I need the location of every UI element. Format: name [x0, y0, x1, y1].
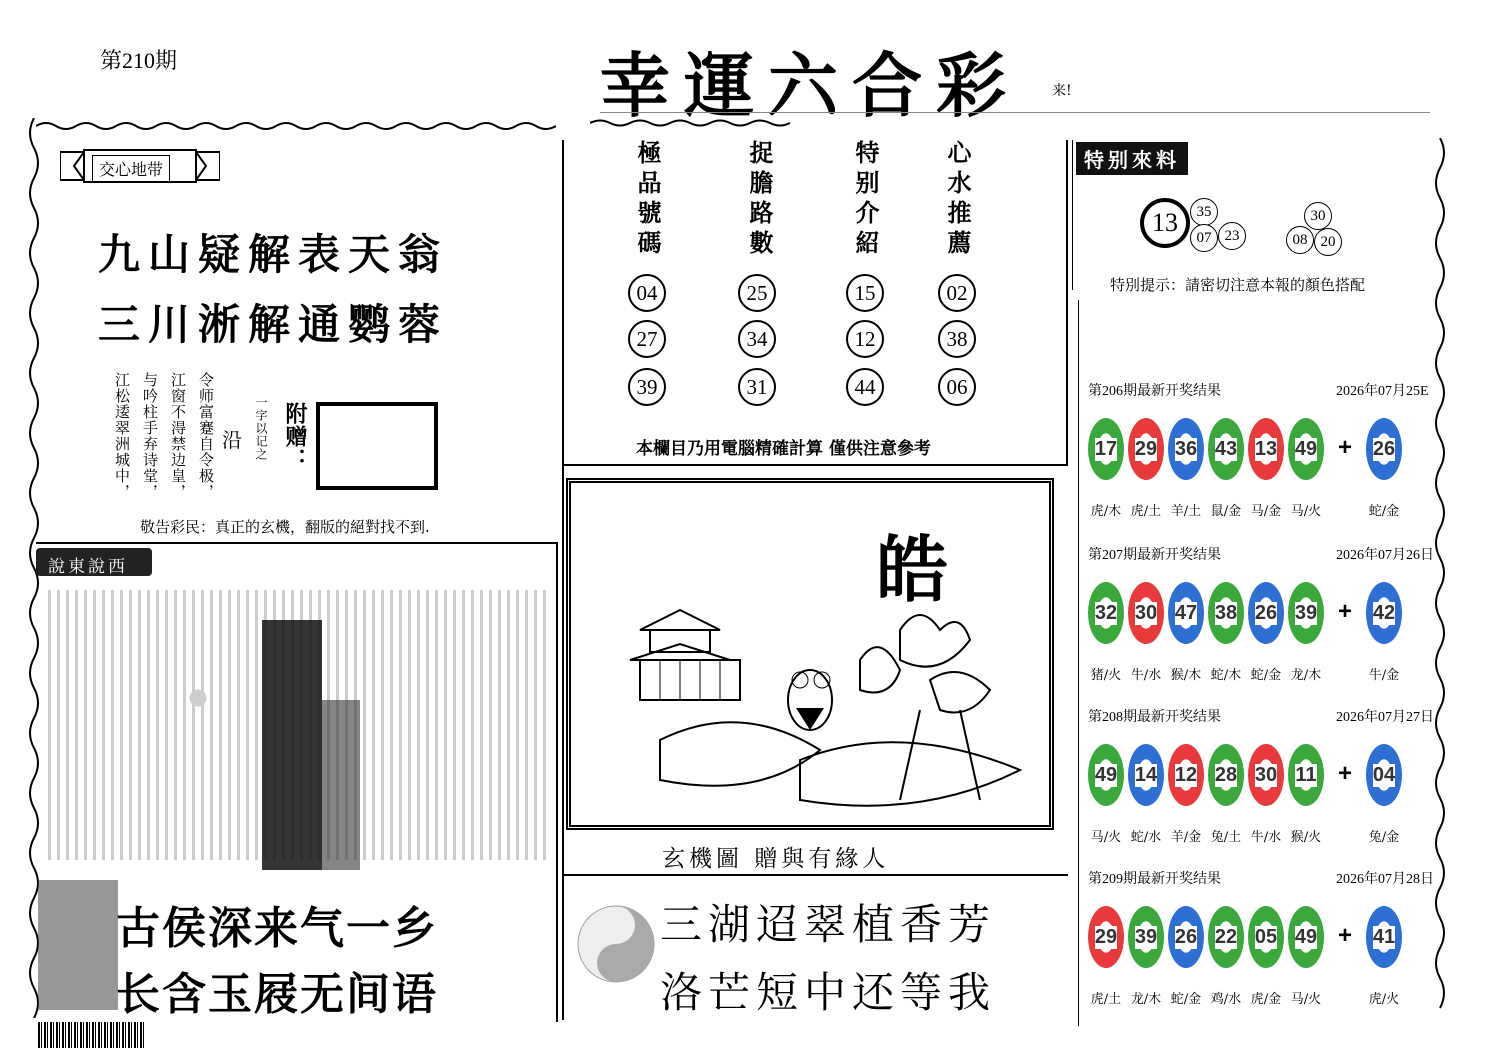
special-ball — [1366, 418, 1402, 480]
pick-number: 34 — [738, 320, 776, 358]
calculation-note: 本欄目乃用電腦精確計算 僅供注意參考 — [636, 439, 931, 459]
draw-date: 2026年07月27日 — [1336, 710, 1434, 725]
pick-number: 04 — [628, 274, 666, 312]
ball-number: 05 — [1254, 925, 1278, 948]
ball-number: 49 — [1094, 763, 1118, 786]
ball-number: 38 — [1214, 601, 1238, 624]
special-material-tag: 特别來料 — [1076, 142, 1188, 175]
draw-date: 2026年07月26日 — [1336, 548, 1434, 563]
result-ball — [1288, 906, 1324, 968]
zodiac-label: 龙/木 — [1290, 668, 1322, 683]
table-bottom-divider — [562, 464, 1068, 466]
ball-number: 42 — [1372, 601, 1396, 624]
ball-number: 26 — [1372, 437, 1396, 460]
riddle-line-2: 三川淅解通鹦蓉 — [98, 300, 449, 349]
pick-number: 02 — [938, 274, 976, 312]
ball-number: 26 — [1254, 601, 1278, 624]
special-number: 20 — [1314, 228, 1342, 256]
zodiac-label: 马/金 — [1250, 504, 1282, 519]
pick-number: 15 — [846, 274, 884, 312]
heart-zone-tag — [60, 148, 220, 184]
mid-right-divider — [1066, 140, 1068, 466]
warning-text: 敬告彩民：真正的玄機，翻版的絕對找不到. — [140, 518, 430, 536]
ball-number: 41 — [1372, 925, 1396, 948]
page-title: 幸運六合彩 — [600, 44, 1020, 127]
result-ball — [1128, 744, 1164, 806]
result-ball — [1288, 744, 1324, 806]
special-big-number: 13 — [1140, 198, 1190, 248]
ball-number: 39 — [1134, 925, 1158, 948]
zodiac-label: 鼠/金 — [1210, 504, 1242, 519]
talk-tag-bg — [36, 548, 152, 576]
picture-caption: 玄機圖 贈與有緣人 — [662, 846, 890, 872]
special-number: 35 — [1190, 198, 1218, 226]
plus-sign: + — [1338, 434, 1353, 461]
pick-number: 25 — [738, 274, 776, 312]
ball-number: 26 — [1174, 925, 1198, 948]
result-ball — [1288, 582, 1324, 644]
zodiac-label: 鸡/水 — [1210, 992, 1242, 1007]
ball-number: 47 — [1174, 601, 1198, 624]
special-zodiac-label: 兔/金 — [1368, 830, 1400, 845]
ball-number: 22 — [1214, 925, 1238, 948]
draw-date: 2026年07月25E — [1336, 384, 1429, 399]
picture-big-character: 皓 — [876, 527, 949, 612]
result-ball — [1088, 906, 1124, 968]
ball-number: 32 — [1094, 601, 1118, 624]
draw-title: 第207期最新开奖结果 — [1088, 548, 1221, 563]
title-rule — [600, 112, 1430, 113]
ball-number: 28 — [1214, 763, 1238, 786]
scanned-dark-patch — [38, 880, 118, 1010]
ball-number: 04 — [1372, 763, 1396, 786]
result-ball — [1168, 906, 1204, 968]
bottom-mid-poem-line-1: 三湖迢翠植香芳 — [660, 900, 997, 949]
ball-number: 30 — [1134, 601, 1158, 624]
result-ball — [1088, 582, 1124, 644]
col-head-3: 特别介紹 — [851, 140, 880, 260]
ball-number: 13 — [1254, 437, 1278, 460]
result-ball — [1208, 906, 1244, 968]
bottom-left-poem-line-2: 长含玉屐无间语 — [116, 969, 438, 1020]
result-ball — [1208, 418, 1244, 480]
barcode — [38, 1022, 146, 1048]
special-number: 23 — [1218, 222, 1246, 250]
gift-label: 附赠： — [282, 402, 308, 471]
ball-number: 43 — [1214, 437, 1238, 460]
ball-number: 29 — [1094, 925, 1118, 948]
pick-number: 12 — [846, 320, 884, 358]
verse-col-1: 令师富蹇自令极， — [197, 372, 215, 500]
zodiac-label: 牛/水 — [1250, 830, 1282, 845]
issue-number: 第210期 — [100, 48, 178, 73]
pagoda-lotus-illustration — [600, 600, 1040, 820]
result-ball — [1128, 582, 1164, 644]
mid-left-divider — [562, 140, 564, 1020]
special-ball — [1366, 744, 1402, 806]
result-ball — [1088, 418, 1124, 480]
ball-number: 17 — [1094, 437, 1118, 460]
result-ball — [1168, 744, 1204, 806]
special-number: 08 — [1286, 226, 1314, 254]
verse-col-3: 与吟柱手弃诗堂， — [141, 372, 159, 500]
riddle-line-1: 九山疑解表天翁 — [98, 230, 449, 279]
zodiac-label: 蛇/金 — [1170, 992, 1202, 1007]
zodiac-label: 马/火 — [1290, 504, 1322, 519]
zodiac-label: 马/火 — [1090, 830, 1122, 845]
special-number: 07 — [1190, 224, 1218, 252]
special-hint: 特別提示：請密切注意本報的顏色搭配 — [1110, 276, 1366, 294]
zodiac-label: 蛇/金 — [1250, 668, 1282, 683]
col-head-1: 極品號碼 — [633, 140, 662, 260]
draw-title: 第209期最新开奖结果 — [1088, 872, 1221, 887]
ball-number: 49 — [1294, 437, 1318, 460]
zodiac-label: 虎/木 — [1090, 504, 1122, 519]
pick-number: 06 — [938, 368, 976, 406]
zodiac-label: 猴/木 — [1170, 668, 1202, 683]
title-flourish-ornament — [590, 118, 800, 128]
picture-bottom-divider — [562, 874, 1068, 876]
result-ball — [1168, 418, 1204, 480]
heart-zone-label: 交心地带 — [92, 155, 170, 182]
ball-number: 11 — [1295, 763, 1317, 786]
pick-number: 44 — [846, 368, 884, 406]
pick-number: 27 — [628, 320, 666, 358]
result-ball — [1128, 418, 1164, 480]
zodiac-label: 虎/土 — [1130, 504, 1162, 519]
result-ball — [1208, 582, 1244, 644]
zodiac-label: 虎/金 — [1250, 992, 1282, 1007]
col-head-4: 心水推薦 — [943, 140, 972, 260]
verse-extra-char: 沿 — [222, 428, 242, 452]
special-zodiac-label: 虎/火 — [1368, 992, 1400, 1007]
gift-box — [316, 402, 438, 490]
pick-number: 39 — [628, 368, 666, 406]
zodiac-label: 蛇/水 — [1130, 830, 1162, 845]
pick-number: 38 — [938, 320, 976, 358]
zodiac-label: 猪/火 — [1090, 668, 1122, 683]
special-number: 30 — [1304, 202, 1332, 230]
pick-number: 31 — [738, 368, 776, 406]
zodiac-label: 虎/土 — [1090, 992, 1122, 1007]
ball-number: 49 — [1294, 925, 1318, 948]
col-head-2: 捉膽路數 — [745, 140, 774, 260]
plus-sign: + — [1338, 922, 1353, 949]
bottom-left-poem-line-1: 古侯深来气一乡 — [116, 903, 438, 954]
draw-date: 2026年07月28日 — [1336, 872, 1434, 887]
result-ball — [1288, 418, 1324, 480]
draw-title: 第208期最新开奖结果 — [1088, 710, 1221, 725]
left-column-divider — [556, 542, 558, 1022]
special-ball — [1366, 582, 1402, 644]
talk-tag-label: 說東說西 — [48, 557, 128, 577]
zodiac-label: 马/火 — [1290, 992, 1322, 1007]
ball-number: 36 — [1174, 437, 1198, 460]
result-ball — [1088, 744, 1124, 806]
ball-number: 29 — [1134, 437, 1158, 460]
scanned-dark-band-2 — [320, 700, 360, 870]
special-zodiac-label: 牛/金 — [1368, 668, 1400, 683]
left-box-divider — [36, 542, 558, 544]
title-suffix: 来! — [1052, 83, 1072, 99]
zodiac-label: 羊/金 — [1170, 830, 1202, 845]
special-zodiac-label: 蛇/金 — [1368, 504, 1400, 519]
result-ball — [1208, 744, 1244, 806]
verse-col-2: 江窗不淂禁边皇， — [169, 372, 187, 500]
zodiac-label: 猴/火 — [1290, 830, 1322, 845]
special-ball — [1366, 906, 1402, 968]
ball-number: 39 — [1294, 601, 1318, 624]
result-ball — [1248, 418, 1284, 480]
result-ball — [1168, 582, 1204, 644]
result-ball — [1248, 582, 1284, 644]
scanned-dark-band-1 — [262, 620, 322, 870]
ball-number: 30 — [1254, 763, 1278, 786]
top-vine-border — [36, 118, 556, 134]
result-ball — [1248, 906, 1284, 968]
zodiac-label: 羊/土 — [1170, 504, 1202, 519]
ball-number: 14 — [1134, 763, 1158, 786]
result-ball — [1128, 906, 1164, 968]
gift-note: 一字以记之 — [254, 396, 268, 461]
zodiac-label: 龙/木 — [1130, 992, 1162, 1007]
special-left-border — [1072, 140, 1073, 290]
zodiac-label: 牛/水 — [1130, 668, 1162, 683]
plus-sign: + — [1338, 598, 1353, 625]
verse-col-4: 江松逶翠洲城中， — [113, 372, 131, 500]
yin-yang-icon — [574, 902, 658, 986]
plus-sign: + — [1338, 760, 1353, 787]
draw-title: 第206期最新开奖结果 — [1088, 384, 1221, 399]
ball-number: 12 — [1174, 763, 1198, 786]
zodiac-label: 蛇/木 — [1210, 668, 1242, 683]
result-ball — [1248, 744, 1284, 806]
bottom-mid-poem-line-2: 洛芒短中还等我 — [660, 968, 997, 1017]
zodiac-label: 兔/土 — [1210, 830, 1242, 845]
